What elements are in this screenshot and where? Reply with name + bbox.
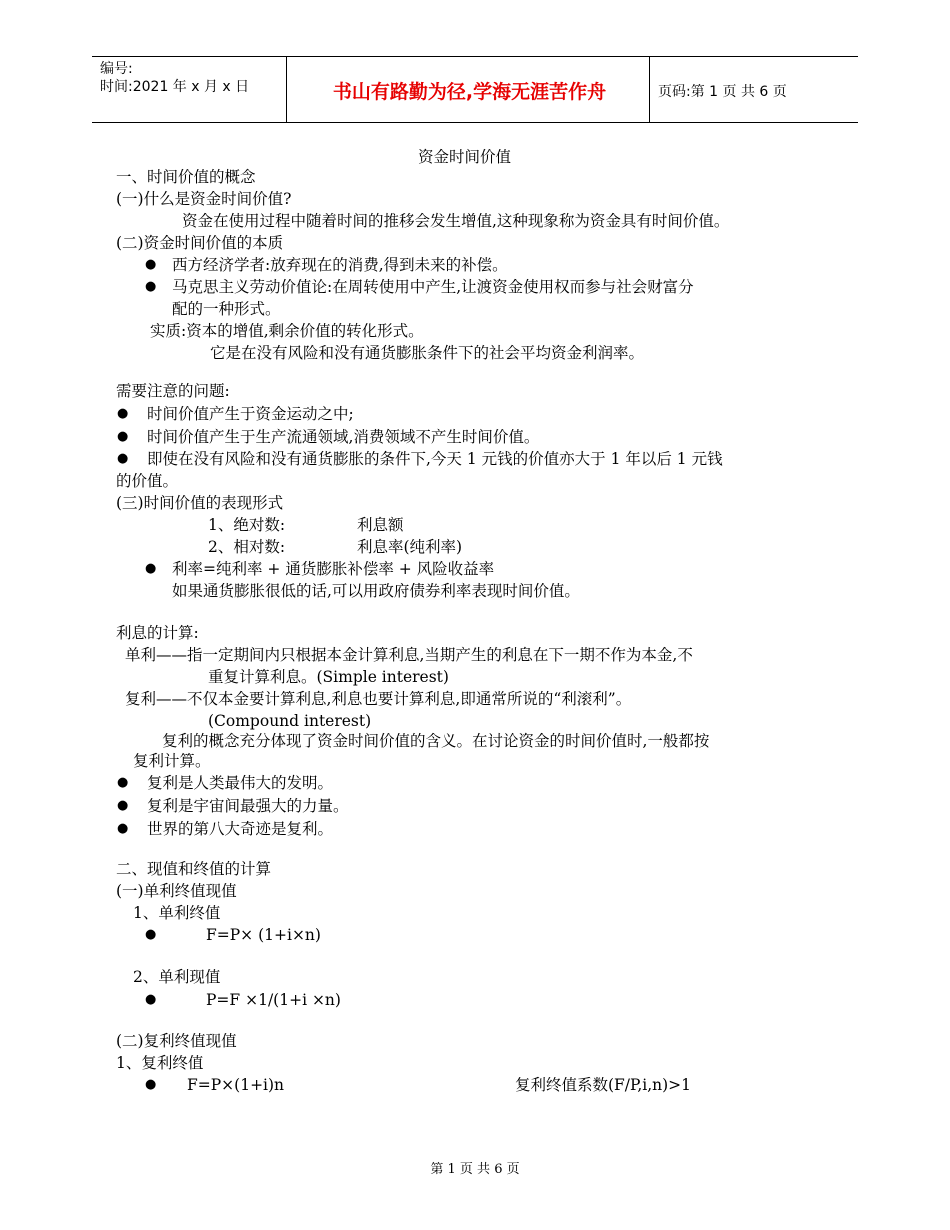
bullet-icon: ●	[117, 775, 129, 790]
bullet-text: 世界的第八大奇迹是复利。	[147, 820, 334, 838]
paragraph-cont: 重复计算利息。(Simple interest)	[208, 668, 449, 686]
page-footer: 第 1 页 共 6 页	[430, 1162, 520, 1177]
header-divider	[286, 57, 287, 122]
list-value: 利息率(纯利率)	[357, 538, 463, 556]
bullet-icon: ●	[145, 992, 157, 1007]
item-heading: 2、单利现值	[133, 968, 221, 986]
bullet-text: 西方经济学者:放弃现在的消费,得到未来的补偿。	[172, 256, 508, 274]
item-heading: 1、单利终值	[133, 904, 221, 922]
header-page-number: 页码:第 1 页 共 6 页	[658, 84, 787, 100]
bullet-text: 即使在没有风险和没有通货膨胀的条件下,今天 1 元钱的价值亦大于 1 年以后 1 元钱	[147, 450, 723, 468]
bullet-icon: ●	[145, 927, 157, 942]
paragraph: 复利的概念充分体现了资金时间价值的含义。在讨论资金的时间价值时,一般都按	[162, 732, 710, 750]
paragraph: 复利——不仅本金要计算利息,利息也要计算利息,即通常所说的“利滚利”。	[125, 690, 632, 708]
bullet-icon: ●	[117, 821, 129, 836]
section-heading: 一、时间价值的概念	[116, 168, 256, 186]
paragraph: 资金在使用过程中随着时间的推移会发生增值,这种现象称为资金具有时间价值。	[182, 212, 730, 230]
subsection-heading: (一)什么是资金时间价值?	[116, 190, 292, 208]
formula: P=F ×1/(1+i ×n)	[206, 991, 341, 1009]
formula: F=P× (1+i×n)	[206, 926, 321, 944]
bullet-icon: ●	[117, 798, 129, 813]
list-value: 利息额	[357, 516, 404, 534]
bullet-text: 时间价值产生于资金运动之中;	[147, 405, 354, 423]
item-heading: 1、复利终值	[116, 1054, 204, 1072]
paragraph: 如果通货膨胀很低的话,可以用政府债券利率表现时间价值。	[172, 582, 580, 600]
bullet-icon: ●	[145, 279, 157, 294]
header-motto: 书山有路勤为径,学海无涯苦作舟	[332, 81, 607, 103]
subsection-heading: (二)复利终值现值	[116, 1032, 237, 1050]
formula: F=P×(1+i)n	[187, 1076, 285, 1094]
time-label: 时间:2021 年 x 月 x 日	[100, 79, 250, 95]
bullet-icon: ●	[117, 406, 129, 421]
list-label: 1、绝对数:	[208, 516, 286, 534]
bullet-text-cont: 配的一种形式。	[172, 300, 281, 318]
bullet-text: 复利是宇宙间最强大的力量。	[147, 797, 349, 815]
bullet-icon: ●	[117, 429, 129, 444]
paragraph: 单利——指一定期间内只根据本金计算利息,当期产生的利息在下一期不作为本金,不	[125, 646, 693, 664]
header-meta	[100, 60, 249, 96]
formula-note: 复利终值系数(F/P,i,n)>1	[515, 1076, 692, 1094]
bullet-icon: ●	[145, 1077, 157, 1092]
paragraph-cont: 复利计算。	[133, 752, 211, 770]
bullet-icon: ●	[145, 257, 157, 272]
section-heading: 需要注意的问题:	[116, 382, 230, 400]
bullet-text: 马克思主义劳动价值论:在周转使用中产生,让渡资金使用权而参与社会财富分	[172, 278, 694, 296]
section-heading: 二、现值和终值的计算	[116, 860, 272, 878]
bullet-icon: ●	[145, 561, 157, 576]
bullet-icon: ●	[117, 451, 129, 466]
doc-title: 资金时间价值	[418, 148, 512, 166]
subsection-heading: (二)资金时间价值的本质	[116, 234, 284, 252]
bullet-text-cont: 的价值。	[116, 472, 179, 490]
paragraph-cont: (Compound interest)	[208, 712, 372, 730]
bullet-text: 复利是人类最伟大的发明。	[147, 774, 334, 792]
bullet-text: 利率=纯利率 + 通货膨胀补偿率 + 风险收益率	[172, 560, 495, 578]
paragraph: 它是在没有风险和没有通货膨胀条件下的社会平均资金利润率。	[210, 344, 645, 362]
list-label: 2、相对数:	[208, 538, 286, 556]
bullet-text: 时间价值产生于生产流通领域,消费领域不产生时间价值。	[147, 428, 540, 446]
paragraph: 实质:资本的增值,剩余价值的转化形式。	[150, 322, 424, 340]
subsection-heading: (三)时间价值的表现形式	[116, 494, 284, 512]
subsection-heading: (一)单利终值现值	[116, 882, 237, 900]
section-heading: 利息的计算:	[116, 624, 199, 642]
code-label: 编号:	[100, 61, 133, 77]
page-header	[92, 56, 858, 123]
